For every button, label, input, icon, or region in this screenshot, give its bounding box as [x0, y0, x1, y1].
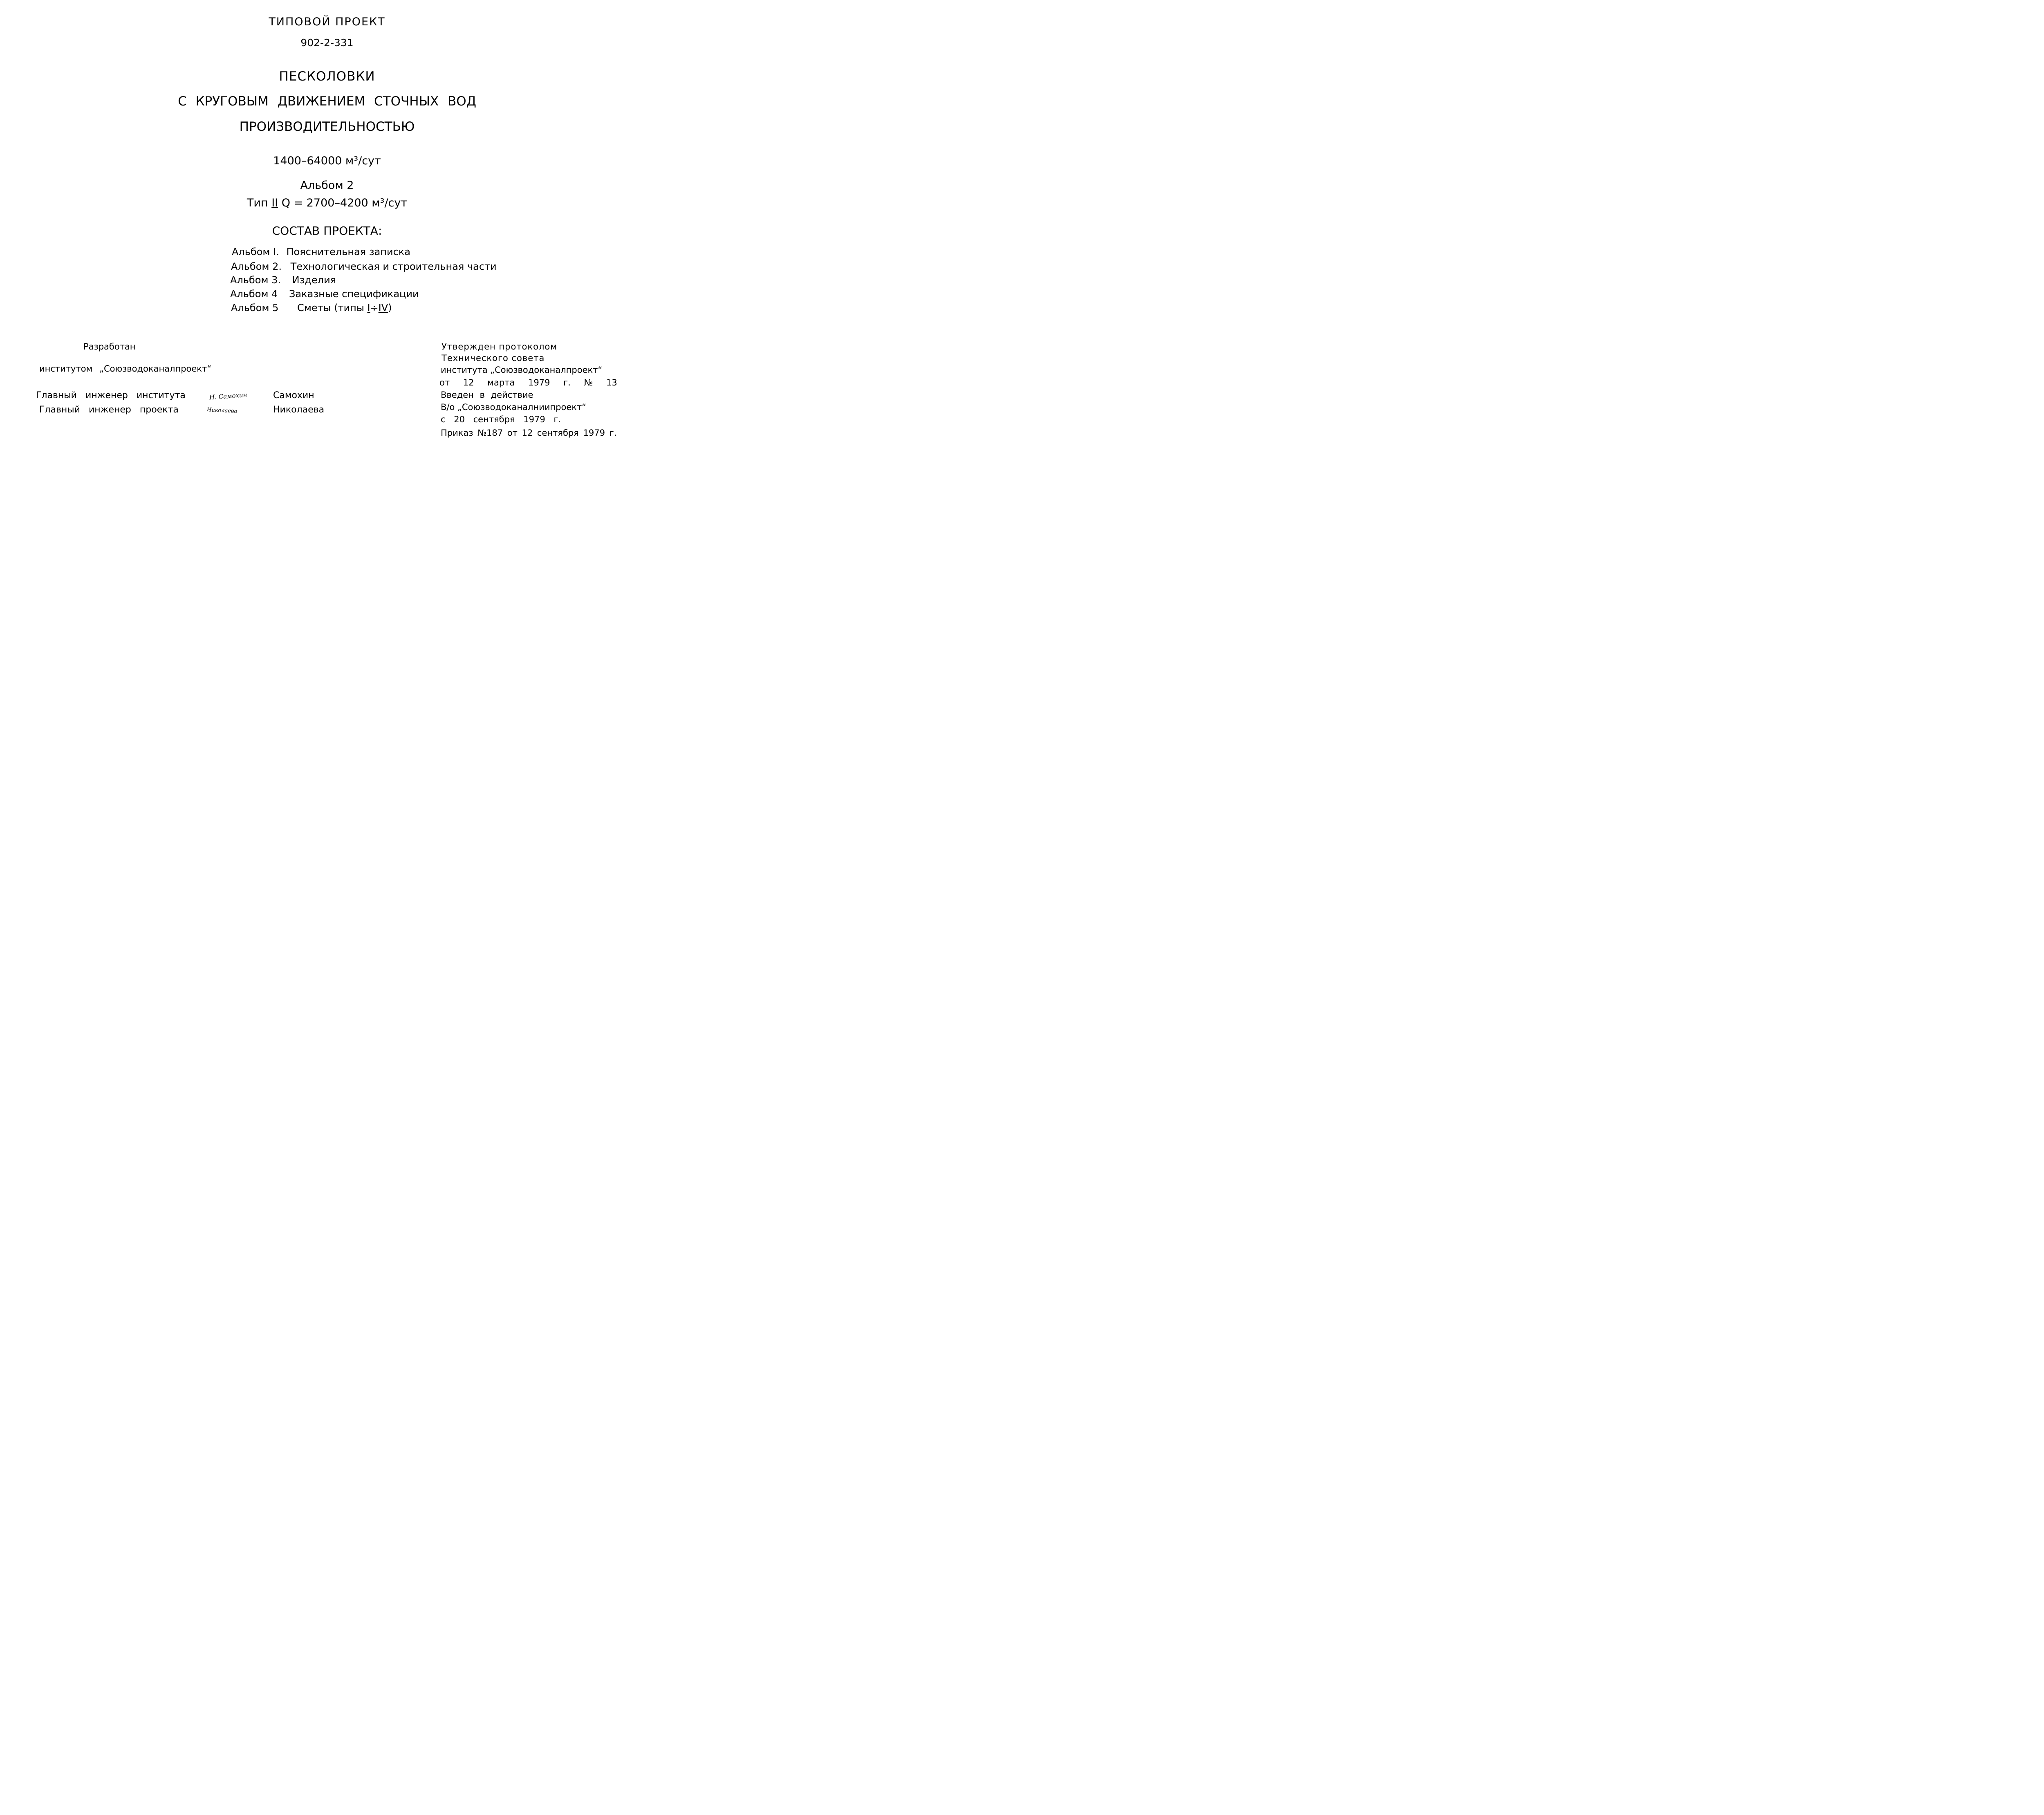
document-page — [0, 0, 654, 452]
staff-name: Николаева — [273, 405, 325, 415]
composition-item — [230, 289, 419, 299]
closing-paren: ) — [388, 302, 392, 314]
approval-line: Приказ №187 от 12 сентября 1979 г. — [441, 428, 617, 438]
approval-line: Технического совета — [442, 353, 545, 363]
approval-line: с 20 сентября 1979 г. — [441, 415, 561, 424]
title-line-3: ПРОИЗВОДИТЕЛЬНОСТЬЮ — [239, 119, 415, 134]
composition-item-text: Технологическая и строительная части — [290, 261, 497, 272]
composition-item-label: Альбом 3. — [230, 274, 281, 286]
composition-item-label: Альбом 2. — [231, 261, 282, 272]
composition-item — [231, 303, 392, 313]
staff-role: Главный инженер института — [36, 390, 186, 401]
album-label: Альбом 2 — [300, 179, 354, 192]
project-number: 902-2-331 — [300, 37, 354, 49]
title-line-2: С КРУГОВЫМ ДВИЖЕНИЕМ СТОЧНЫХ ВОД — [178, 94, 476, 109]
capacity-range: 1400–64000 м³/сут — [273, 155, 381, 167]
composition-item — [230, 275, 336, 285]
roman-type-from: I — [367, 302, 370, 314]
approval-line: института „Союзводоканалпроект“ — [441, 365, 603, 375]
roman-type-to: IV — [378, 302, 388, 314]
composition-item-text: Сметы (типы — [297, 302, 364, 314]
range-separator: ÷ — [370, 302, 379, 314]
type-range: Q = 2700–4200 м³/сут — [281, 197, 408, 209]
signature: Николаева — [206, 407, 238, 415]
composition-item-text: Заказные спецификации — [289, 288, 419, 300]
staff-name: Самохин — [273, 390, 314, 401]
project-type: ТИПОВОЙ ПРОЕКТ — [269, 16, 385, 28]
composition-heading: СОСТАВ ПРОЕКТА: — [272, 224, 382, 238]
developer-heading: Разработан — [83, 342, 136, 352]
type-line — [0, 197, 654, 208]
composition-item-text: Пояснительная записка — [286, 246, 410, 258]
staff-role: Главный инженер проекта — [39, 405, 179, 415]
approval-line: В/о „Союзводоканалниипроект“ — [441, 402, 587, 412]
developer-institute: институтом „Союзводоканалпроект“ — [39, 364, 212, 374]
type-prefix: Тип — [247, 197, 268, 209]
approval-line: от 12 марта 1979 г. № 13 — [439, 378, 617, 388]
composition-item — [231, 262, 497, 271]
title-line-1: ПЕСКОЛОВКИ — [279, 69, 375, 84]
approval-line: Введен в действие — [441, 390, 533, 400]
composition-item-label: Альбом 4 — [230, 288, 278, 300]
composition-item — [232, 247, 410, 257]
composition-item-text: Изделия — [292, 274, 336, 286]
composition-item-label: Альбом I. — [232, 246, 279, 258]
approval-line: Утвержден протоколом — [442, 342, 558, 352]
signature: Н. Самохин — [209, 391, 247, 401]
composition-item-label: Альбом 5 — [231, 302, 279, 314]
type-roman: II — [271, 197, 278, 209]
